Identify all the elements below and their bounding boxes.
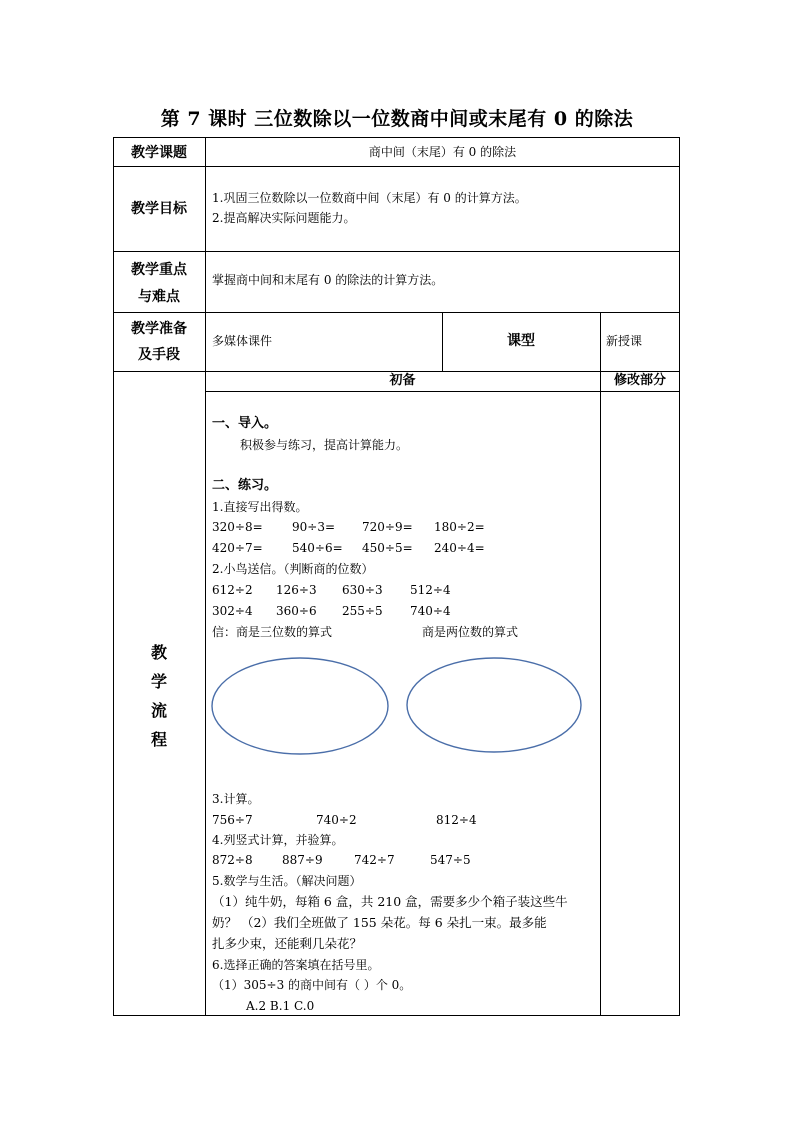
q3-title: 3.计算。 bbox=[212, 792, 260, 806]
q2-expr: 126÷3 bbox=[276, 583, 317, 597]
type-label: 课型 bbox=[507, 333, 535, 349]
q1-title: 1.直接写出得数。 bbox=[212, 500, 308, 514]
q5-title: 5.数学与生活。（解决问题） bbox=[212, 874, 362, 888]
q6-options: A.2 B.1 C.0 bbox=[246, 999, 315, 1013]
q2-expr: 630÷3 bbox=[342, 583, 383, 597]
q1-expr: 450÷5= bbox=[362, 541, 413, 555]
q5-text: 扎多少束，还能剩几朵花？ bbox=[212, 936, 363, 951]
oval-three-digit bbox=[212, 658, 388, 754]
section-intro-title: 一、导入。 bbox=[212, 416, 278, 431]
q1-expr: 240÷4= bbox=[434, 541, 485, 555]
topic-label: 教学课题 bbox=[131, 145, 187, 161]
q5-text: 奶？ （2）我们全班做了 155 朵花。每 6 朵扎一束。最多能 bbox=[212, 915, 547, 930]
q2-letter-three-digit: 信：商是三位数的算式 bbox=[212, 625, 333, 639]
section-practice-title: 二、练习。 bbox=[212, 478, 278, 493]
q2-expr: 360÷6 bbox=[276, 604, 317, 618]
q5-text: （1）纯牛奶，每箱 6 盒，共 210 盒，需要多少个箱子装这些牛 bbox=[212, 894, 568, 909]
flow-label-char: 教 bbox=[150, 643, 167, 662]
goal-item: 1.巩固三位数除以一位数商中间（末尾）有 0 的计算方法。 bbox=[212, 191, 527, 205]
q4-expr: 742÷7 bbox=[354, 853, 395, 867]
q2-expr: 302÷4 bbox=[212, 604, 253, 618]
q3-expr: 812÷4 bbox=[436, 813, 477, 827]
oval-two-digit bbox=[407, 658, 581, 752]
q1-expr: 540÷6= bbox=[292, 541, 343, 555]
flow-label-char: 程 bbox=[150, 730, 167, 749]
key-value: 掌握商中间和末尾有 0 的除法的计算方法。 bbox=[212, 273, 444, 287]
q4-expr: 872÷8 bbox=[212, 853, 253, 867]
row-divider bbox=[205, 391, 680, 392]
q2-letter-two-digit: 商是两位数的算式 bbox=[422, 625, 519, 639]
row-divider bbox=[113, 251, 680, 252]
col-divider bbox=[600, 312, 601, 1016]
topic-value: 商中间（末尾）有 0 的除法 bbox=[368, 145, 517, 159]
q3-expr: 740÷2 bbox=[316, 813, 357, 827]
q4-title: 4.列竖式计算，并验算。 bbox=[212, 833, 344, 847]
q1-expr: 320÷8= bbox=[212, 520, 263, 534]
q4-expr: 887÷9 bbox=[282, 853, 323, 867]
prep-label: 及手段 bbox=[138, 347, 180, 363]
q2-expr: 740÷4 bbox=[410, 604, 451, 618]
prep-label: 教学准备 bbox=[131, 321, 187, 337]
q2-expr: 512÷4 bbox=[410, 583, 451, 597]
q1-expr: 180÷2= bbox=[434, 520, 485, 534]
section-intro-text: 积极参与练习，提高计算能力。 bbox=[240, 438, 409, 452]
document-title: 第 7 课时 三位数除以一位数商中间或末尾有 0 的除法 bbox=[160, 108, 634, 130]
q2-expr: 612÷2 bbox=[212, 583, 253, 597]
key-label: 与难点 bbox=[138, 289, 180, 305]
goal-item: 2.提高解决实际问题能力。 bbox=[212, 211, 356, 225]
q1-expr: 90÷3= bbox=[292, 520, 336, 534]
flow-label-char: 学 bbox=[150, 672, 167, 691]
answer-ovals bbox=[206, 650, 586, 765]
key-label: 教学重点 bbox=[131, 262, 187, 278]
row-divider bbox=[113, 312, 680, 313]
q1-expr: 720÷9= bbox=[362, 520, 413, 534]
row-divider bbox=[113, 166, 680, 167]
q1-expr: 420÷7= bbox=[212, 541, 263, 555]
revise-header: 修改部分 bbox=[613, 373, 666, 388]
col-divider bbox=[205, 137, 206, 1016]
type-value: 新授课 bbox=[606, 334, 643, 348]
goal-label: 教学目标 bbox=[131, 201, 187, 217]
q3-expr: 756÷7 bbox=[212, 813, 253, 827]
q2-title: 2.小鸟送信。（判断商的位数） bbox=[212, 562, 374, 576]
q6-title: 6.选择正确的答案填在括号里。 bbox=[212, 958, 380, 972]
q4-expr: 547÷5 bbox=[430, 853, 471, 867]
q6-question: （1）305÷3 的商中间有（ ）个 0。 bbox=[212, 978, 412, 992]
flow-label-char: 流 bbox=[150, 701, 167, 720]
prep-value: 多媒体课件 bbox=[212, 334, 273, 348]
draft-header: 初备 bbox=[389, 373, 416, 388]
q2-expr: 255÷5 bbox=[342, 604, 383, 618]
